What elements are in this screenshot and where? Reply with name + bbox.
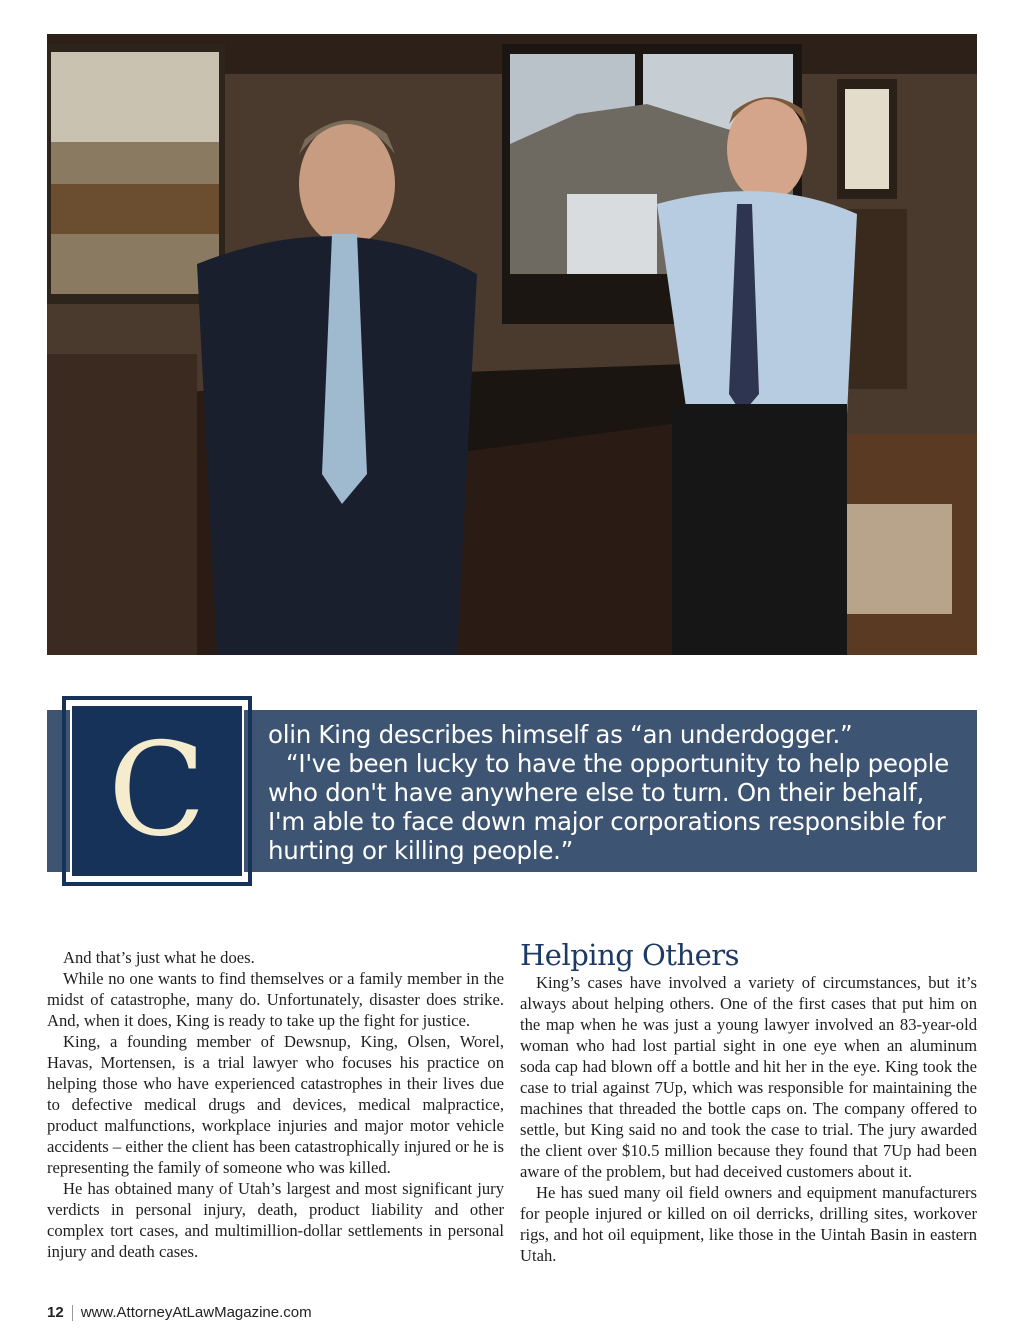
left-paragraph: King, a founding member of Dewsnup, King, Olsen, Worel, Havas, Mortensen, is a trial lawyer who focuses his practice on helping those who have experienced catastrophes in their lives due to defective medical drugs and devices, medical malpractice, product malfunctions, workplace injuries and major motor vehicle accidents – either the client has been catastrophically injured or he is representing the family of someone who was killed.: [47, 1032, 504, 1177]
left-column: [47, 947, 504, 1262]
office-photo: [47, 34, 977, 655]
left-paragraph: And that’s just what he does.: [63, 948, 255, 967]
right-paragraph: He has sued many oil field owners and equipment manufacturers for people injured or killed on oil derricks, drilling sites, workover rigs, and hot oil equipment, like those in the Uintah Basin in eastern Utah.: [520, 1183, 977, 1265]
frame-line-top: [62, 696, 252, 700]
frame-line-left: [62, 696, 66, 886]
pull-quote-line-2: “I've been lucky to have the opportunity to help people who don't have anywhere else to turn. On their behalf, I'm able to face down major corporations responsible for hurting or killing people.”: [268, 749, 949, 865]
footer-divider: [72, 1305, 73, 1321]
right-paragraph: King’s cases have involved a variety of circumstances, but it’s always about helping others. One of the first cases that put him on the map when he was just a young lawyer involved an 83-year-old woman who had lost partial sight in one eye when an aluminum soda cap had blown off a bottle and hit her in the eye. King took the case to trial against 7Up, which was responsible for maintaining the machines that threaded the bottle caps on. The company offered to settle, but King said no and took the case to trial. The jury awarded the client over $10.5 million because they found that 7Up had been aware of the problem, but had deceived customers about it.: [520, 973, 977, 1181]
left-paragraph: He has obtained many of Utah’s largest and most significant jury verdicts in personal injury, death, product liability and other complex tort cases, and multimillion-dollar settlements in personal injury and death cases.: [47, 1179, 504, 1261]
dropcap-frame: [62, 696, 252, 886]
right-column: [520, 938, 977, 1266]
dropcap-letter: C: [108, 716, 206, 865]
left-paragraph: While no one wants to find themselves or a family member in the midst of catastrophe, many do. Unfortunately, disaster does strike. And, when it does, King is ready to take up the fight for justice.: [47, 969, 504, 1030]
website-link[interactable]: www.AttorneyAtLawMagazine.com: [80, 1304, 312, 1321]
page-number: 12: [47, 1304, 64, 1321]
pull-quote-line-1: olin King describes himself as “an underdogger.”: [268, 720, 853, 749]
page-footer: [47, 1304, 312, 1321]
frame-line-bottom: [62, 882, 252, 886]
frame-line-right: [248, 696, 252, 886]
pull-quote-text: [268, 720, 968, 865]
section-heading: Helping Others: [520, 938, 740, 972]
